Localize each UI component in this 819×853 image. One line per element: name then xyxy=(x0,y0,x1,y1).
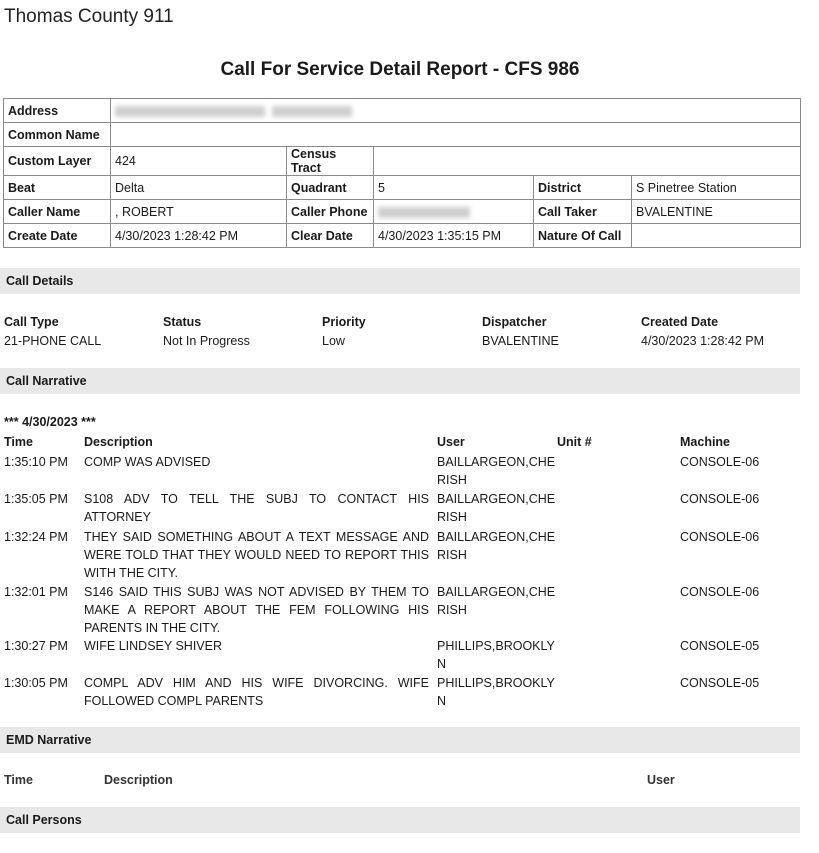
entry-description: COMP WAS ADVISED xyxy=(84,455,211,469)
common-name-row xyxy=(4,123,801,147)
created-date-value: 4/30/2023 1:28:42 PM xyxy=(641,334,765,348)
custom-layer-label: Custom Layer xyxy=(4,147,111,176)
entry-user xyxy=(437,674,555,710)
entry-description: S108 ADV TO TELL THE SUBJ TO CONTACT HIS ATTORNEY xyxy=(84,492,429,524)
emd-time-header: Time xyxy=(4,773,33,787)
caller-name-value: , ROBERT xyxy=(111,200,287,224)
entry-description: COMPL ADV HIM AND HIS WIFE DIVORCING. WIFE FOLLOWED COMPL PARENTS xyxy=(84,676,429,708)
beat-value: Delta xyxy=(111,176,287,200)
call-type-header: Call Type xyxy=(4,315,59,329)
entry-machine: CONSOLE-06 xyxy=(680,455,760,469)
common-name-value xyxy=(111,123,801,147)
call-type-value: 21-PHONE CALL xyxy=(4,334,102,348)
entry-user-line: RISH xyxy=(437,603,467,617)
entry-time: 1:35:05 PM xyxy=(4,492,68,506)
call-narrative-heading: Call Narrative xyxy=(0,368,800,394)
priority-value: Low xyxy=(322,334,345,348)
census-tract-value xyxy=(374,147,801,176)
entry-user-line: BAILLARGEON,CHE xyxy=(437,585,556,599)
priority-header: Priority xyxy=(322,315,366,329)
emd-user-header: User xyxy=(647,773,675,787)
status-header: Status xyxy=(163,315,202,329)
beat-label: Beat xyxy=(4,176,111,200)
entry-user xyxy=(437,528,555,564)
entry-user-line: PHILLIPS,BROOKLY xyxy=(437,676,555,690)
dispatcher-header: Dispatcher xyxy=(482,315,547,329)
entry-machine: CONSOLE-06 xyxy=(680,530,760,544)
entry-user xyxy=(437,490,555,526)
nature-of-call-value xyxy=(632,224,801,248)
status-value: Not In Progress xyxy=(163,334,250,348)
emd-narrative-heading: EMD Narrative xyxy=(0,727,800,753)
narrative-date-line: *** 4/30/2023 *** xyxy=(4,415,96,429)
clear-date-value: 4/30/2023 1:35:15 PM xyxy=(374,224,534,248)
call-persons-heading: Call Persons xyxy=(0,807,800,833)
entry-user-line: BAILLARGEON,CHE xyxy=(437,530,556,544)
clear-date-label: Clear Date xyxy=(287,224,374,248)
quadrant-value: 5 xyxy=(374,176,534,200)
entry-user xyxy=(437,453,555,489)
create-date-label: Create Date xyxy=(4,224,111,248)
entry-user-line: BAILLARGEON,CHE xyxy=(437,455,556,469)
caller-row xyxy=(4,200,801,224)
district-label: District xyxy=(534,176,632,200)
caller-name-label: Caller Name xyxy=(4,200,111,224)
entry-user-line: N xyxy=(437,657,447,671)
custom-layer-row xyxy=(4,147,801,176)
entry-description: THEY SAID SOMETHING ABOUT A TEXT MESSAGE AND WERE TOLD THAT THEY WOULD NEED TO REPORT THIS WITH THE CITY. xyxy=(84,530,429,580)
entry-time: 1:30:27 PM xyxy=(4,639,68,653)
entry-machine: CONSOLE-06 xyxy=(680,585,760,599)
entry-machine: CONSOLE-06 xyxy=(680,492,760,506)
call-taker-value: BVALENTINE xyxy=(632,200,801,224)
caller-phone-label: Caller Phone xyxy=(287,200,374,224)
unit-header: Unit # xyxy=(557,435,592,449)
dispatcher-value: BVALENTINE xyxy=(482,334,559,348)
address-label: Address xyxy=(4,99,111,123)
entry-description: S146 SAID THIS SUBJ WAS NOT ADVISED BY THEM TO MAKE A REPORT ABOUT THE FEM FOLLOWING HIS PARENTS IN THE CITY. xyxy=(84,585,429,635)
user-header: User xyxy=(437,435,465,449)
dates-row xyxy=(4,224,801,248)
entry-user xyxy=(437,637,555,673)
emd-description-header: Description xyxy=(104,773,173,787)
entry-user-line: BAILLARGEON,CHE xyxy=(437,492,556,506)
census-tract-label: Census Tract xyxy=(287,147,374,176)
description-header: Description xyxy=(84,435,153,449)
entry-machine: CONSOLE-05 xyxy=(680,676,760,690)
create-date-value: 4/30/2023 1:28:42 PM xyxy=(111,224,287,248)
address-row xyxy=(4,99,801,123)
entry-user-line: RISH xyxy=(437,510,467,524)
call-taker-label: Call Taker xyxy=(534,200,632,224)
report-title: Call For Service Detail Report - CFS 986 xyxy=(220,59,580,80)
entry-user-line: RISH xyxy=(437,548,467,562)
agency-name: Thomas County 911 xyxy=(4,6,174,27)
entry-user-line: PHILLIPS,BROOKLY xyxy=(437,639,555,653)
caller-phone-value-redacted xyxy=(374,200,534,224)
beat-row xyxy=(4,176,801,200)
entry-machine: CONSOLE-05 xyxy=(680,639,760,653)
time-header: Time xyxy=(4,435,33,449)
call-details-heading: Call Details xyxy=(0,268,800,294)
machine-header: Machine xyxy=(680,435,731,449)
call-info-table xyxy=(3,98,801,248)
entry-user-line: RISH xyxy=(437,473,467,487)
district-value: S Pinetree Station xyxy=(632,176,801,200)
entry-time: 1:30:05 PM xyxy=(4,676,68,690)
entry-description: WIFE LINDSEY SHIVER xyxy=(84,639,222,653)
created-date-header: Created Date xyxy=(641,315,719,329)
entry-time: 1:35:10 PM xyxy=(4,455,68,469)
entry-user-line: N xyxy=(437,694,447,708)
quadrant-label: Quadrant xyxy=(287,176,374,200)
common-name-label: Common Name xyxy=(4,123,111,147)
custom-layer-value: 424 xyxy=(111,147,287,176)
entry-user xyxy=(437,583,555,619)
entry-time: 1:32:01 PM xyxy=(4,585,68,599)
address-value-redacted xyxy=(111,99,801,123)
nature-of-call-label: Nature Of Call xyxy=(534,224,632,248)
entry-time: 1:32:24 PM xyxy=(4,530,68,544)
